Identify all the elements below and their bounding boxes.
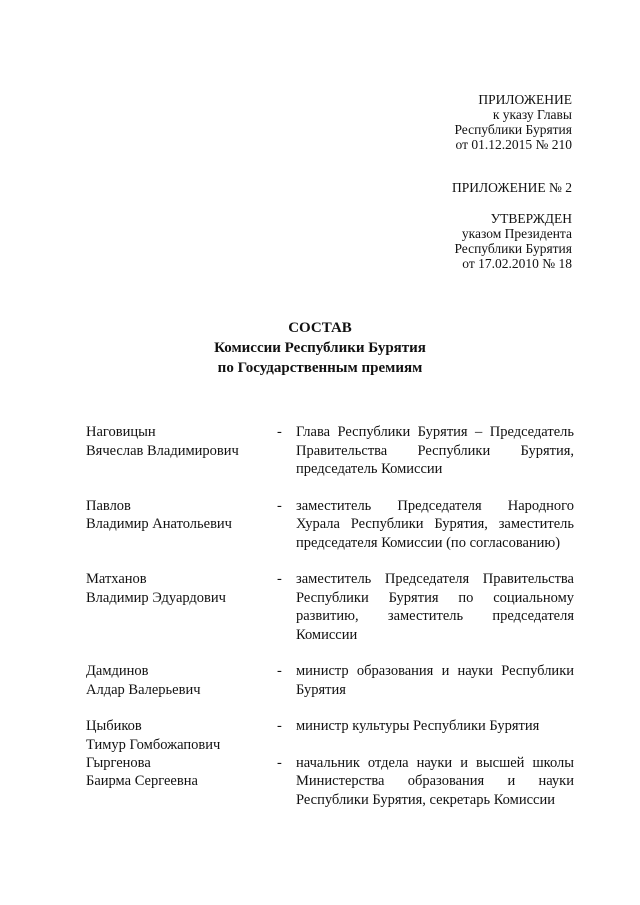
member-dash: -: [277, 424, 282, 440]
member-given-name: Владимир Анатольевич: [86, 516, 232, 532]
approval-header-line: указом Президента: [461, 226, 572, 241]
member-entry: [86, 497, 574, 553]
member-entry: [86, 570, 574, 644]
title-line: по Государственным премиям: [217, 360, 423, 376]
member-surname: Дамдинов: [86, 663, 149, 679]
appendix-header-line: Республики Бурятия: [454, 122, 572, 137]
member-name: [86, 570, 266, 607]
member-dash: -: [277, 497, 282, 514]
member-role: заместитель Председателя Народного Хурала Республики Бурятия, заместитель председателя Комиссии (по согласованию): [296, 497, 574, 551]
member-given-name: Алдар Валерьевич: [86, 681, 201, 698]
member-name: [86, 497, 266, 534]
member-role: заместитель Председателя Правительства Республики Бурятия по социальному развитию, заместитель председателя Комиссии: [296, 571, 574, 643]
appendix-header-line: к указу Главы: [492, 107, 572, 122]
appendix-number-line: ПРИЛОЖЕНИЕ № 2: [451, 180, 572, 195]
member-role: министр культуры Республики Бурятия: [296, 718, 540, 734]
member-given-name: Владимир Эдуардович: [86, 589, 226, 606]
member-entry: [86, 717, 574, 753]
member-surname: Наговицын: [86, 424, 156, 440]
title-line: Комиссии Республики Бурятия: [214, 340, 426, 356]
member-entry: [86, 754, 574, 810]
member-given-name: Тимур Гомбожапович: [86, 736, 221, 753]
member-name: [86, 662, 266, 699]
document-title: [0, 318, 640, 378]
approval-header-line: УТВЕРЖДЕН: [490, 211, 572, 226]
approval-header-line: от 17.02.2010 № 18: [462, 256, 572, 271]
title-line: СОСТАВ: [288, 320, 352, 336]
appendix-header-line: ПРИЛОЖЕНИЕ: [478, 92, 572, 107]
member-name: [86, 423, 266, 460]
appendix-number-header: [452, 180, 572, 195]
member-given-name: Вячеслав Владимирович: [86, 442, 239, 459]
approval-header: [454, 211, 572, 271]
member-name: [86, 754, 266, 791]
member-given-name: Баирма Сергеевна: [86, 773, 198, 789]
member-entry: [86, 423, 574, 479]
member-surname: Гыргенова: [86, 754, 151, 771]
appendix-header: [454, 92, 572, 152]
member-dash: -: [277, 718, 282, 734]
member-name: [86, 717, 266, 754]
member-dash: -: [277, 571, 282, 587]
member-surname: Павлов: [86, 497, 131, 514]
approval-header-line: Республики Бурятия: [454, 241, 572, 256]
member-role: министр образования и науки Республики Бурятия: [296, 663, 574, 698]
members-list: [86, 423, 574, 809]
member-role: начальник отдела науки и высшей школы Министерства образования и науки Республики Бурятия, секретарь Комиссии: [296, 754, 574, 808]
member-role: Глава Республики Бурятия – Председатель Правительства Республики Бурятия, председатель Комиссии: [296, 424, 574, 477]
member-dash: -: [277, 754, 282, 771]
appendix-header-line: от 01.12.2015 № 210: [455, 137, 572, 152]
member-dash: -: [277, 663, 282, 679]
member-surname: Матханов: [86, 571, 147, 587]
member-surname: Цыбиков: [86, 718, 142, 734]
member-entry: [86, 662, 574, 699]
